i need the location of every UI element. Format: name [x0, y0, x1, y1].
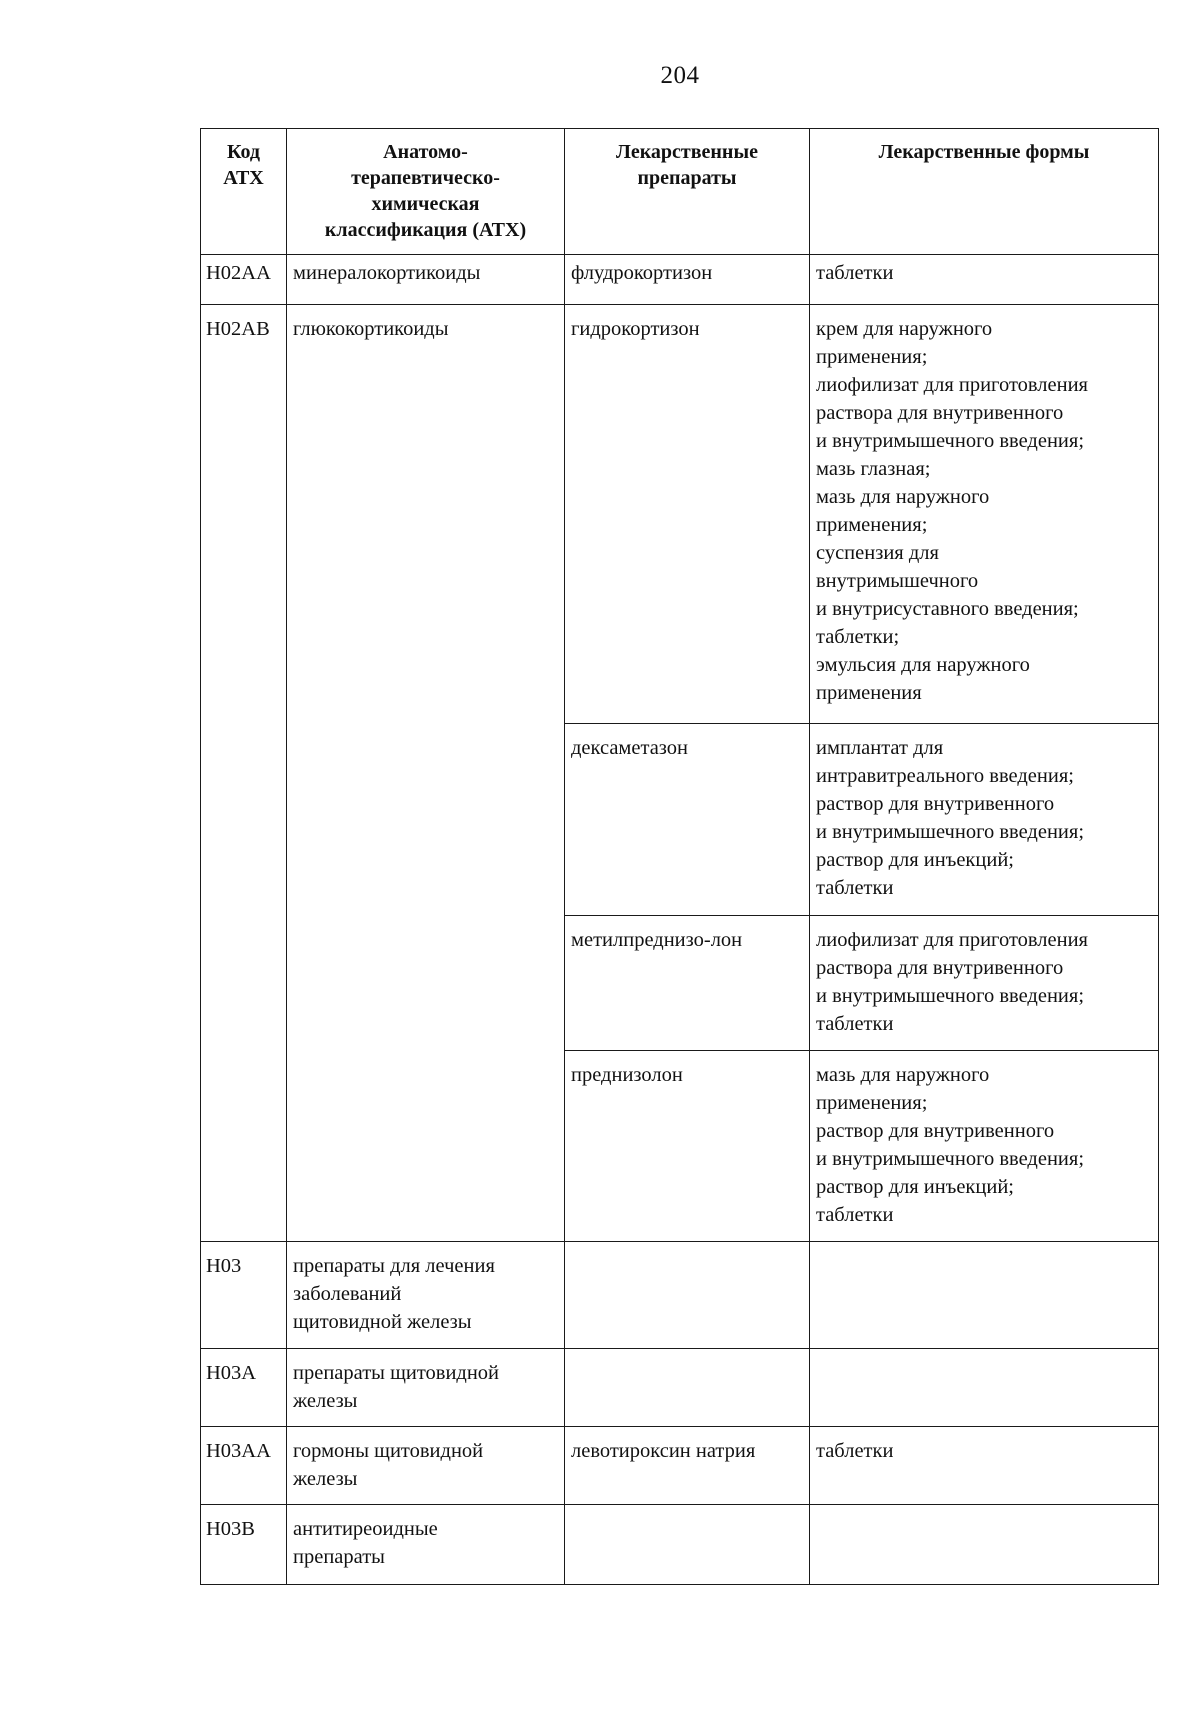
table-row — [201, 1505, 1159, 1585]
row-forms — [810, 1505, 1159, 1585]
table-row — [201, 1427, 1159, 1505]
row-drug: флудрокортизон — [565, 255, 810, 305]
atc-drug-table — [200, 128, 1159, 1585]
row-code: H03B — [201, 1505, 287, 1585]
row-drug: метилпреднизо-лон — [565, 916, 810, 1051]
row-code: H03AA — [201, 1427, 287, 1505]
row-drug: гидрокортизон — [565, 305, 810, 724]
row-classification: глюкокортикоиды — [287, 305, 565, 1242]
row-drug — [565, 1505, 810, 1585]
row-classification: антитиреоидные препараты — [287, 1505, 565, 1585]
row-drug — [565, 1242, 810, 1349]
row-drug: левотироксин натрия — [565, 1427, 810, 1505]
row-code: H02AA — [201, 255, 287, 305]
row-code: H03A — [201, 1349, 287, 1427]
row-classification: препараты для лечения заболеваний щитовидной железы — [287, 1242, 565, 1349]
table-row — [201, 255, 1159, 305]
row-forms — [810, 1242, 1159, 1349]
table-row — [201, 1349, 1159, 1427]
row-drug: преднизолон — [565, 1051, 810, 1242]
header-code: Код АТХ — [201, 129, 287, 255]
header-classification: Анатомо- терапевтическо- химическая классификация (АТХ) — [287, 129, 565, 255]
row-forms: крем для наружного применения; лиофилизат для приготовления раствора для внутривенного и внутримышечного введения; мазь глазная; мазь для наружного применения; суспензия для внутримышечного и внутрисуставного введения; таблетки; эмульсия для наружного применения — [810, 305, 1159, 724]
row-code: H02AB — [201, 305, 287, 1242]
table-header-row — [201, 129, 1159, 255]
row-classification: минералокортикоиды — [287, 255, 565, 305]
row-forms: мазь для наружного применения; раствор для внутривенного и внутримышечного введения; раствор для инъекций; таблетки — [810, 1051, 1159, 1242]
row-drug — [565, 1349, 810, 1427]
page-number: 204 — [660, 62, 700, 89]
header-forms: Лекарственные формы — [810, 129, 1159, 255]
row-drug: дексаметазон — [565, 724, 810, 916]
table-row — [201, 305, 1159, 724]
row-code: H03 — [201, 1242, 287, 1349]
row-classification: препараты щитовидной железы — [287, 1349, 565, 1427]
row-forms: имплантат для интравитреального введения; раствор для внутривенного и внутримышечного введения; раствор для инъекций; таблетки — [810, 724, 1159, 916]
row-forms: лиофилизат для приготовления раствора для внутривенного и внутримышечного введения; таблетки — [810, 916, 1159, 1051]
row-forms — [810, 1349, 1159, 1427]
header-drugs: Лекарственные препараты — [565, 129, 810, 255]
table-row — [201, 1242, 1159, 1349]
row-forms: таблетки — [810, 255, 1159, 305]
row-forms: таблетки — [810, 1427, 1159, 1505]
row-classification: гормоны щитовидной железы — [287, 1427, 565, 1505]
